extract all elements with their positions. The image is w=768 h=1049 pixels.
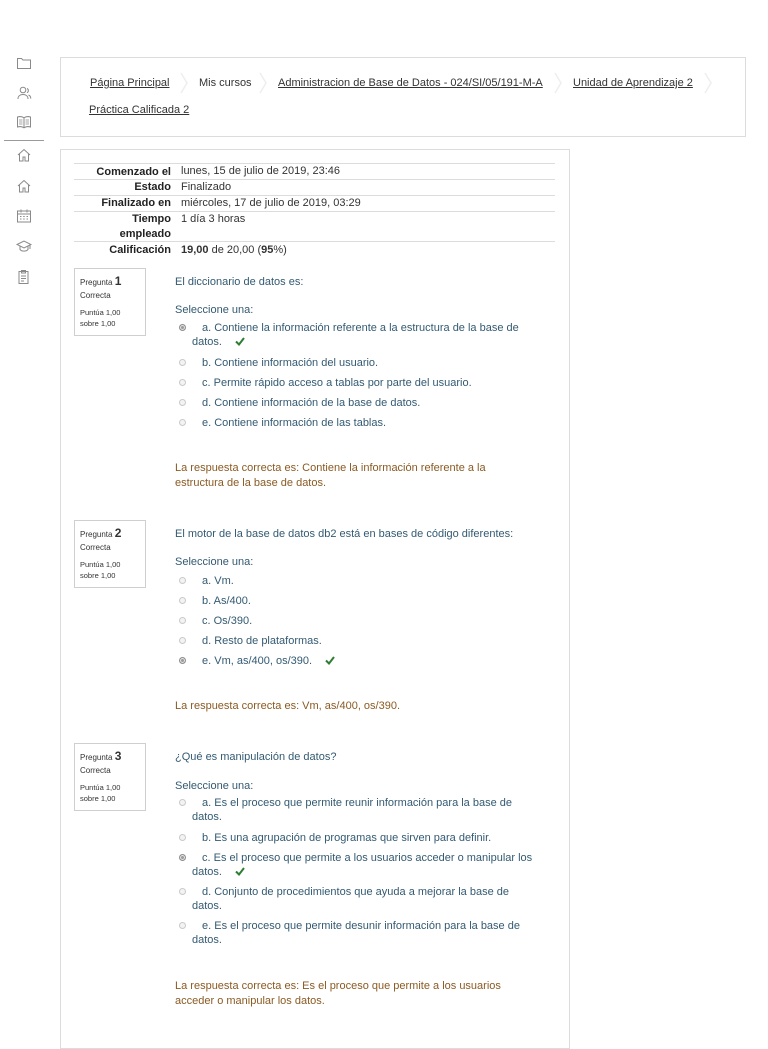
answer-option-1a[interactable] xyxy=(179,321,541,349)
answer-option-1d[interactable] xyxy=(179,396,541,410)
answer-text xyxy=(179,851,541,879)
grade-percent: 95 xyxy=(261,244,274,256)
answer-option-2b[interactable] xyxy=(179,594,541,608)
grade-label: Calificación xyxy=(109,244,171,256)
answer-option-1e[interactable] xyxy=(179,416,541,430)
answer-text: b. As/400. xyxy=(202,595,251,607)
question-text-3: ¿Qué es manipulación de datos? xyxy=(175,751,337,763)
graduation-cap-icon[interactable] xyxy=(14,236,34,256)
answer-label: c. Es el proceso que permite a los usuarios acceder o manipular los datos. xyxy=(192,852,533,878)
grade-of: de 20,00 ( xyxy=(211,244,262,256)
home-icon[interactable] xyxy=(14,145,34,165)
radio-button[interactable] xyxy=(179,379,186,386)
grade-value xyxy=(181,243,287,258)
time-label-line2: empleado xyxy=(119,228,171,240)
question-number xyxy=(80,749,140,763)
time-label-line1: Tiempo xyxy=(132,213,171,225)
question-label: Pregunta xyxy=(80,753,113,762)
answer-option-3c[interactable] xyxy=(179,851,541,879)
answer-option-3d[interactable] xyxy=(179,885,541,913)
question-number xyxy=(80,526,140,540)
breadcrumb-unit-link[interactable]: Unidad de Aprendizaje 2 xyxy=(573,77,693,89)
left-nav-rail xyxy=(0,0,46,1024)
answer-text: d. Conjunto de procedimientos que ayuda a mejorar la base de datos. xyxy=(192,886,509,912)
answer-text: c. Permite rápido acceso a tablas por parte del usuario. xyxy=(202,377,472,389)
answer-text: e. Contiene información de las tablas. xyxy=(202,417,387,429)
answer-text: b. Es una agrupación de programas que sirven para definir. xyxy=(202,832,492,844)
radio-button-selected[interactable] xyxy=(179,657,186,664)
breadcrumb-separator-icon xyxy=(554,72,562,94)
question-state: Correcta xyxy=(80,543,111,552)
calendar-icon[interactable] xyxy=(14,206,34,226)
radio-button[interactable] xyxy=(179,799,186,806)
radio-button[interactable] xyxy=(179,922,186,929)
correct-check-icon xyxy=(225,866,235,875)
select-one-prompt: Seleccione una: xyxy=(175,556,254,568)
question-state: Correcta xyxy=(80,291,111,300)
started-label: Comenzado el xyxy=(96,166,171,178)
time-label xyxy=(120,212,171,242)
question-mark: Puntúa 1,00 sobre 1,00 xyxy=(80,308,121,328)
breadcrumb-separator-icon xyxy=(259,72,267,94)
question-text-1: El diccionario de datos es: xyxy=(175,276,304,288)
answer-text: a. Vm. xyxy=(202,575,234,587)
finished-label: Finalizado en xyxy=(101,197,171,209)
answer-option-2c[interactable] xyxy=(179,614,541,628)
summary-row-time xyxy=(74,211,555,242)
answer-option-1b[interactable] xyxy=(179,356,541,370)
answer-option-3b[interactable] xyxy=(179,831,541,845)
summary-row-finished xyxy=(74,195,555,212)
radio-button[interactable] xyxy=(179,577,186,584)
correct-answer-feedback-3: La respuesta correcta es: Es el proceso que permite a los usuarios acceder o manipular los datos. xyxy=(175,980,501,1007)
correct-check-icon xyxy=(225,336,235,345)
answer-option-1c[interactable] xyxy=(179,376,541,390)
radio-button-selected[interactable] xyxy=(179,324,186,331)
answer-label: a. Contiene la información referente a la estructura de la base de datos. xyxy=(192,322,519,348)
question-info-2 xyxy=(74,520,146,588)
summary-row-grade xyxy=(74,241,555,258)
answer-option-2a[interactable] xyxy=(179,574,541,588)
radio-button[interactable] xyxy=(179,359,186,366)
started-value: lunes, 15 de julio de 2019, 23:46 xyxy=(181,165,341,177)
question-mark: Puntúa 1,00 sobre 1,00 xyxy=(80,560,121,580)
question-state: Correcta xyxy=(80,766,111,775)
answer-option-3a[interactable] xyxy=(179,796,541,824)
state-label: Estado xyxy=(134,181,171,193)
radio-button[interactable] xyxy=(179,399,186,406)
radio-button[interactable] xyxy=(179,637,186,644)
radio-button[interactable] xyxy=(179,597,186,604)
breadcrumb-my-courses[interactable]: Mis cursos xyxy=(199,77,252,89)
radio-button[interactable] xyxy=(179,834,186,841)
correct-answer-feedback-2: La respuesta correcta es: Vm, as/400, os/390. xyxy=(175,700,401,712)
grade-end: %) xyxy=(273,244,287,256)
answer-text: e. Es el proceso que permite desunir información para la base de datos. xyxy=(192,920,520,946)
home-icon[interactable] xyxy=(14,176,34,196)
answer-option-3e[interactable] xyxy=(179,919,541,947)
question-number-value: 1 xyxy=(114,274,122,288)
question-info-1 xyxy=(74,268,146,336)
question-number-value: 2 xyxy=(114,526,122,540)
breadcrumb-quiz-link[interactable]: Práctica Calificada 2 xyxy=(89,104,190,116)
radio-button[interactable] xyxy=(179,888,186,895)
rail-divider xyxy=(4,140,44,141)
breadcrumb-home-link[interactable]: Página Principal xyxy=(90,77,170,89)
question-mark: Puntúa 1,00 sobre 1,00 xyxy=(80,783,121,803)
breadcrumb-course-link[interactable]: Administracion de Base de Datos - 024/SI/05/191-M-A xyxy=(278,77,543,89)
question-label: Pregunta xyxy=(80,278,113,287)
time-value: 1 día 3 horas xyxy=(181,213,246,225)
book-icon[interactable] xyxy=(14,112,34,132)
clipboard-icon[interactable] xyxy=(14,267,34,287)
select-one-prompt: Seleccione una: xyxy=(175,304,254,316)
folder-icon[interactable] xyxy=(14,53,34,73)
question-info-3 xyxy=(74,743,146,811)
question-label: Pregunta xyxy=(80,530,113,539)
correct-check-icon xyxy=(315,655,325,664)
answer-label: e. Vm, as/400, os/390. xyxy=(202,655,313,667)
breadcrumb xyxy=(60,57,746,137)
finished-value: miércoles, 17 de julio de 2019, 03:29 xyxy=(181,197,361,209)
question-number-value: 3 xyxy=(114,749,122,763)
breadcrumb-separator-icon xyxy=(704,72,712,94)
answer-text: d. Resto de plataformas. xyxy=(202,635,322,647)
answer-text xyxy=(179,654,541,668)
radio-button-selected[interactable] xyxy=(179,854,186,861)
answer-text: d. Contiene información de la base de datos. xyxy=(202,397,421,409)
answer-text: a. Es el proceso que permite reunir información para la base de datos. xyxy=(192,797,513,823)
answer-text: b. Contiene información del usuario. xyxy=(202,357,379,369)
grade-score: 19,00 xyxy=(181,244,209,256)
radio-button[interactable] xyxy=(179,419,186,426)
correct-answer-feedback-1: La respuesta correcta es: Contiene la información referente a la estructura de la base de datos. xyxy=(175,462,486,489)
state-value: Finalizado xyxy=(181,181,232,193)
question-text-2: El motor de la base de datos db2 está en bases de código diferentes: xyxy=(175,528,514,540)
users-icon[interactable] xyxy=(14,83,34,103)
select-one-prompt: Seleccione una: xyxy=(175,780,254,792)
breadcrumb-separator-icon xyxy=(180,72,188,94)
summary-row-state xyxy=(74,179,555,196)
answer-text xyxy=(179,321,541,349)
summary-row-started xyxy=(74,163,555,180)
answer-option-2e[interactable] xyxy=(179,654,541,668)
answer-text: c. Os/390. xyxy=(202,615,253,627)
radio-button[interactable] xyxy=(179,617,186,624)
answer-option-2d[interactable] xyxy=(179,634,541,648)
question-number xyxy=(80,274,140,288)
